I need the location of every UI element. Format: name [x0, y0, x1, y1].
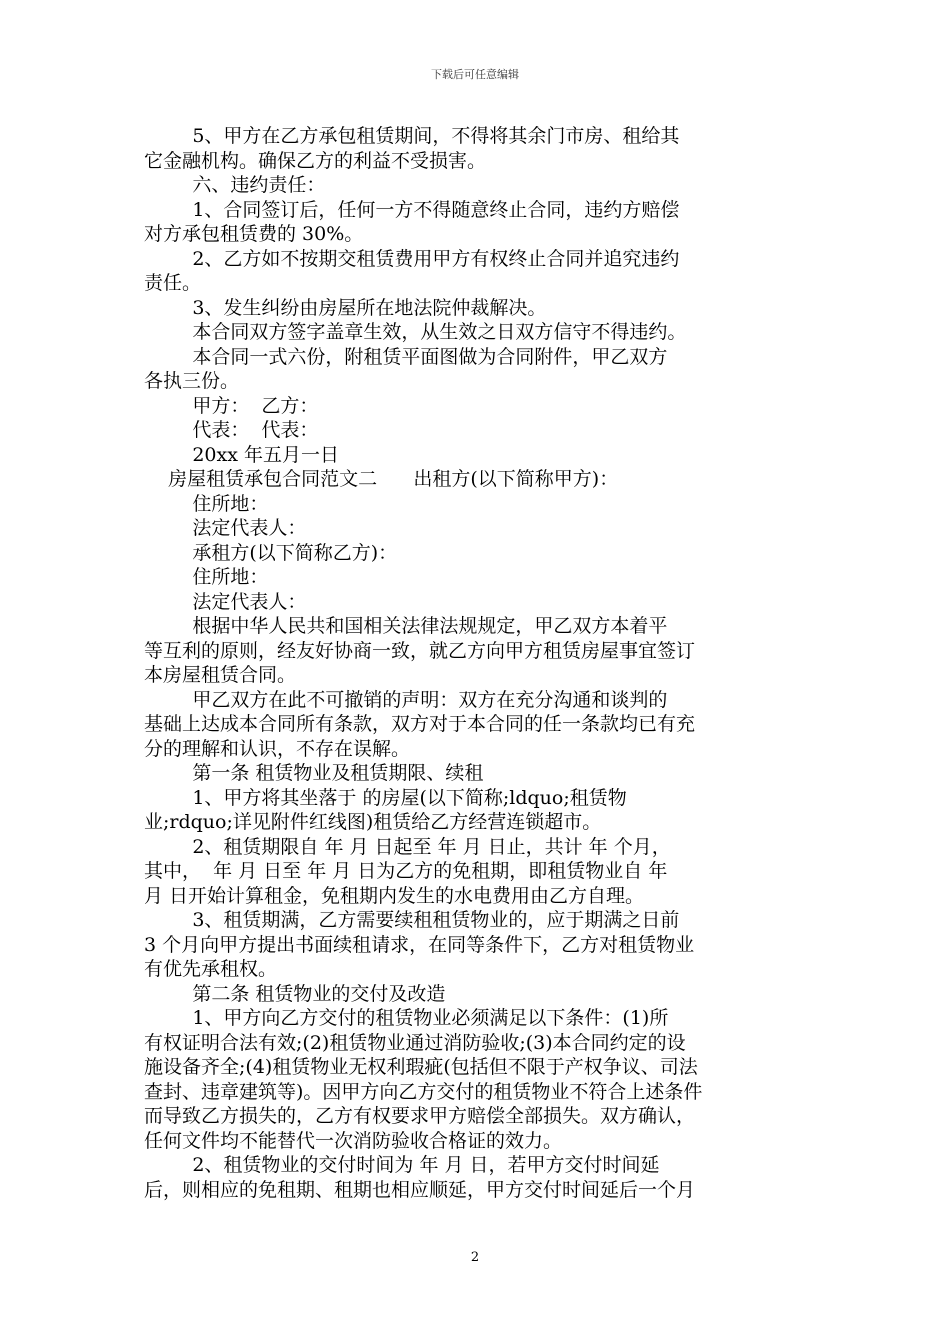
text-line: 对方承包租赁费的 30%。: [144, 223, 364, 245]
text-line: 房屋租赁承包合同范文二 出租方(以下简称甲方)：: [144, 468, 619, 490]
text-line: 查封、违章建筑等)。因甲方向乙方交付的租赁物业不符合上述条件: [144, 1080, 703, 1103]
text-line: 有优先承租权。: [144, 958, 278, 980]
text-line: 3 个月向甲方提出书面续租请求，在同等条件下，乙方对租赁物业: [144, 933, 695, 956]
text-line: 20xx 年五月一日: [144, 443, 339, 466]
text-line: 2、租赁期限自 年 月 日起至 年 月 日止，共计 年 个月，: [144, 835, 671, 858]
text-line: 有权证明合法有效;(2)租赁物业通过消防验收;(3)本合同约定的设: [144, 1031, 686, 1054]
page-number: 2: [470, 1250, 480, 1265]
text-line: 本合同双方签字盖章生效，从生效之日双方信守不得违约。: [144, 321, 687, 343]
text-line: 其中， 年 月 日至 年 月 日为乙方的免租期，即租赁物业自 年: [144, 860, 668, 882]
text-line: 5、甲方在乙方承包租赁期间，不得将其余门市房、租给其: [144, 125, 680, 147]
document-body: [144, 124, 810, 1202]
text-line: 分的理解和认识，不存在误解。: [144, 737, 411, 760]
text-line: 等互利的原则，经友好协商一致，就乙方向甲方租赁房屋事宜签订: [144, 639, 696, 662]
text-line: 1、合同签订后，任何一方不得随意终止合同，违约方赔偿: [144, 198, 680, 221]
text-line: 甲方： 乙方：: [144, 394, 319, 417]
text-line: 任何文件均不能替代一次消防验收合格证的效力。: [144, 1129, 563, 1152]
text-line: 业;rdquo;详见附件红线图)租赁给乙方经营连锁超市。: [144, 811, 602, 833]
text-line: 承租方(以下简称乙方)：: [144, 541, 398, 564]
text-line: 基础上达成本合同所有条款，双方对于本合同的任一条款均已有充: [144, 713, 696, 735]
text-line: 第二条 租赁物业的交付及改造: [144, 982, 446, 1005]
text-line: 2、乙方如不按期交租赁费用甲方有权终止合同并追究违约: [144, 247, 680, 270]
text-line: 第一条 租赁物业及租赁期限、续租: [144, 762, 484, 784]
text-line: 根据中华人民共和国相关法律法规规定，甲乙双方本着平: [144, 615, 668, 637]
text-line: 六、违约责任：: [144, 174, 326, 196]
text-line: 住所地：: [144, 492, 269, 515]
page-header: 下载后可任意编辑: [431, 68, 519, 81]
text-line: 后，则相应的免租期、租期也相应顺延，甲方交付时间延后一个月: [144, 1178, 696, 1201]
text-line: 甲乙双方在此不可撤销的声明：双方在充分沟通和谈判的: [144, 688, 668, 711]
text-line: 代表： 代表：: [144, 419, 319, 441]
text-line: 而导致乙方损失的，乙方有权要求甲方赔偿全部损失。双方确认，: [144, 1105, 696, 1127]
text-line: 1、甲方向乙方交付的租赁物业必须满足以下条件：(1)所: [144, 1007, 669, 1029]
text-line: 1、甲方将其坐落于 的房屋(以下简称;ldquo;租赁物: [144, 786, 627, 809]
text-line: 2、租赁物业的交付时间为 年 月 日，若甲方交付时间延: [144, 1154, 660, 1176]
text-line: 3、发生纠纷由房屋所在地法院仲裁解决。: [144, 296, 547, 319]
text-line: 本合同一式六份，附租赁平面图做为合同附件，甲乙双方: [144, 345, 668, 368]
text-line: 法定代表人：: [144, 590, 307, 613]
text-line: 施设备齐全;(4)租赁物业无权利瑕疵(包括但不限于产权争议、司法: [144, 1056, 698, 1078]
text-line: 本房屋租赁合同。: [144, 664, 297, 686]
text-line: 3、租赁期满，乙方需要续租租赁物业的，应于期满之日前: [144, 909, 680, 931]
text-line: 月 日开始计算租金，免租期内发生的水电费用由乙方自理。: [144, 884, 645, 907]
text-line: 法定代表人：: [144, 517, 307, 539]
text-line: 各执三份。: [144, 370, 240, 392]
text-line: 它金融机构。确保乙方的利益不受损害。: [144, 149, 487, 172]
text-line: 责任。: [144, 272, 202, 294]
text-line: 住所地：: [144, 566, 269, 588]
